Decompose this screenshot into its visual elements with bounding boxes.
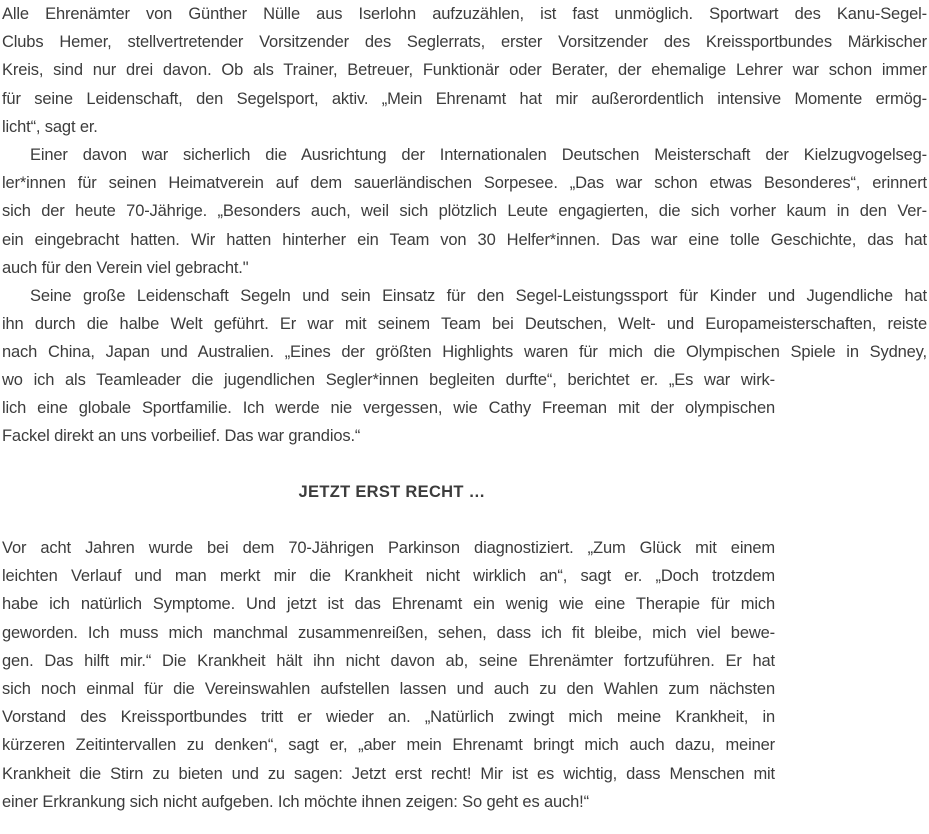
paragraph-intro (2, 0, 927, 141)
text-line: Einer davon war sicherlich die Ausrichtung der Internationalen Deutschen Meisterschaft der Kielzugvogelseg- (30, 146, 927, 164)
text-line: Alle Ehrenämter von Günther Nülle aus Iserlohn aufzuzählen, ist fast unmöglich. Sportwart des Kanu-Segel- (2, 5, 927, 23)
text-line: leichten Verlauf und man merkt mir die Krankheit nicht wirklich an“, sagt er. „Doch trotzdem (2, 567, 775, 586)
text-line: für seine Leidenschaft, den Segelsport, aktiv. „Mein Ehrenamt hat mir außerordentlich intensive Momente ermög- (2, 89, 927, 108)
text-line: auch für den Verein viel gebracht." (2, 258, 249, 277)
text-line: gen. Das hilft mir.“ Die Krankheit hält ihn nicht davon ab, seine Ehrenämter fortzuführen. Er hat (2, 651, 775, 670)
text-line: Kreis, sind nur drei davon. Ob als Trainer, Betreuer, Funktionär oder Berater, der ehemalige Lehrer war schon immer (2, 61, 927, 80)
text-line: Krankheit die Stirn zu bieten und zu sagen: Jetzt erst recht! Mir ist es wichtig, dass Menschen mit (2, 764, 775, 783)
text-line: Clubs Hemer, stellvertretender Vorsitzender des Seglerrats, erster Vorsitzender des Kreissportbundes Märkischer (2, 33, 927, 52)
text-line: sich noch einmal für die Vereinswahlen aufstellen lassen und auch zu den Wahlen zum nächsten (2, 680, 775, 699)
text-line: kürzeren Zeitintervallen zu denken“, sagt er, „aber mein Ehrenamt bringt mich auch dazu, meiner (2, 736, 775, 755)
paragraph-passion (2, 282, 927, 367)
text-line: Vorstand des Kreissportbundes tritt er wieder an. „Natürlich zwingt mich meine Krankheit, in (2, 708, 775, 727)
text-line: Vor acht Jahren wurde bei dem 70-Jährigen Parkinson diagnostiziert. „Zum Glück mit einem (2, 539, 775, 557)
text-line: nach China, Japan und Australien. „Eines der größten Highlights waren für mich die Olympischen Spiele in Sydney, (2, 343, 927, 362)
text-line: habe ich natürlich Symptome. Und jetzt ist das Ehrenamt ein wenig wie eine Therapie für mich (2, 595, 775, 614)
text-line: sich der heute 70-Jährige. „Besonders auch, weil sich plötzlich Leute engagierten, die sich vorher kaum in den Ver- (2, 202, 927, 221)
section-heading: JETZT ERST RECHT … (298, 483, 486, 501)
text-line: wo ich als Teamleader die jugendlichen Segler*innen begleiten durfte“, berichtet er. „Es war wirk- (2, 371, 775, 389)
text-line: ein eingebracht hatten. Wir hatten hinterher ein Team von 30 Helfer*innen. Das war eine tolle Geschichte, das hat (2, 230, 927, 249)
text-line: Fackel direkt an uns vorbeilief. Das war grandios.“ (2, 427, 361, 446)
text-line: Seine große Leidenschaft Segeln und sein Einsatz für den Segel-Leistungssport für Kinder und Jugendliche hat (30, 287, 927, 305)
text-line: ler*innen für seinen Heimatverein auf dem sauerländischen Sorpesee. „Das war schon etwas Besonderes“, erinnert (2, 174, 927, 193)
paragraph-championship (2, 141, 927, 282)
text-line: licht“, sagt er. (2, 117, 98, 136)
paragraph-parkinson (2, 534, 775, 816)
text-line: lich eine globale Sportfamilie. Ich werde nie vergessen, wie Cathy Freeman mit der olympischen (2, 399, 775, 418)
paragraph-passion-continued (2, 366, 775, 451)
text-line: ihn durch die halbe Welt geführt. Er war mit seinem Team bei Deutschen, Welt- und Europameisterschaften, reiste (2, 315, 927, 334)
text-line: geworden. Ich muss mich manchmal zusammenreißen, sehen, dass ich fit bleibe, mich viel bewe- (2, 623, 775, 642)
text-line: einer Erkrankung sich nicht aufgeben. Ich möchte ihnen zeigen: So geht es auch!“ (2, 792, 589, 811)
